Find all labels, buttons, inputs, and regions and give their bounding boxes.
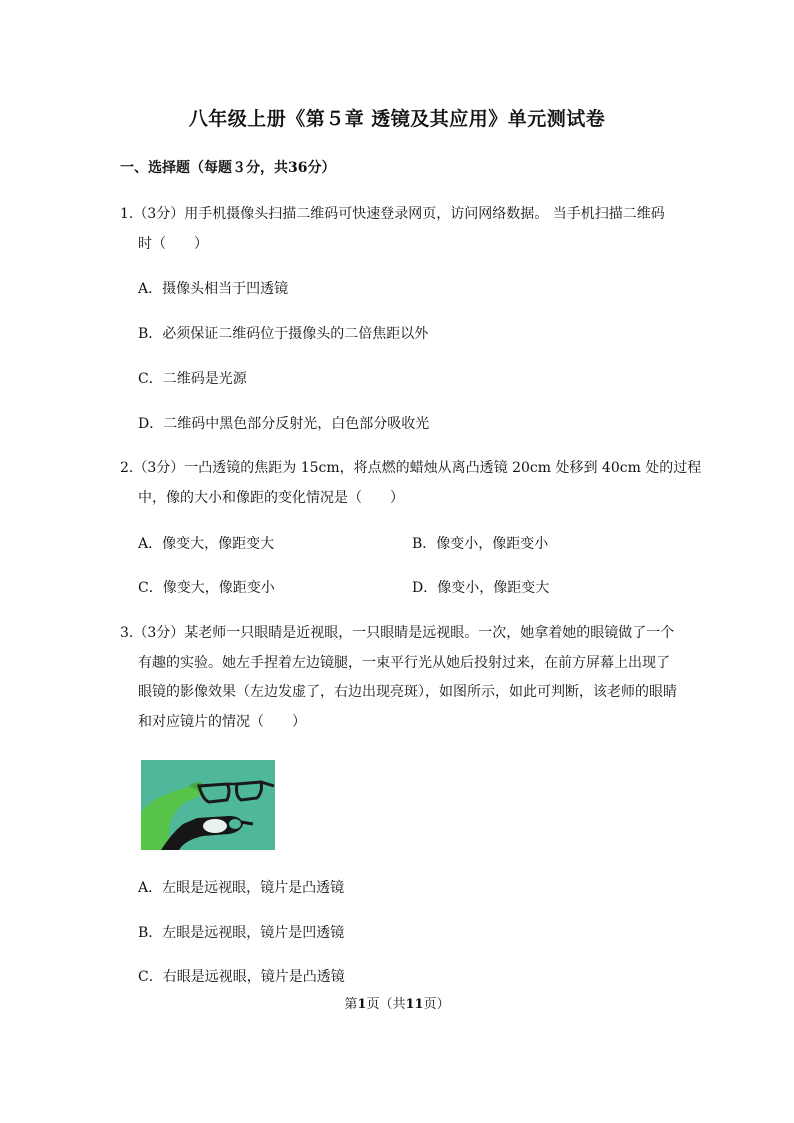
question-3-option-b: B．左眼是远视眼，镜片是凹透镜 <box>138 925 345 941</box>
footer-prefix: 第 <box>344 997 358 1012</box>
question-1-option-c: C．二维码是光源 <box>138 371 247 387</box>
page-footer <box>0 993 794 1012</box>
footer-middle: 页（共 <box>366 997 406 1012</box>
question-2-stem-line-1: 2.（3分）一凸透镜的焦距为 15cm，将点燃的蜡烛从离凸透镜 20cm 处移到 40cm 处的过程 <box>120 460 702 476</box>
question-1-stem-line-1: 1.（3分）用手机摄像头扫描二维码可快速登录网页，访问网络数据。 当手机扫描二维码 <box>120 206 665 222</box>
question-2-option-d: D．像变小，像距变大 <box>412 580 550 596</box>
page-title: 八年级上册《第５章 透镜及其应用》单元测试卷 <box>188 108 606 130</box>
question-1-stem-line-2: 时（ ） <box>138 236 208 252</box>
question-3-stem-line-2: 有趣的实验。她左手捏着左边镜腿，一束平行光从她后投射过来，在前方屏幕上出现了 <box>138 655 670 671</box>
section-heading: 一、选择题（每题３分，共36分） <box>120 160 336 176</box>
glasses-experiment-photo <box>141 760 275 850</box>
question-3-stem-line-3: 眼镜的影像效果（左边发虚了，右边出现亮斑），如图所示，如此可判断，该老师的眼睛 <box>138 684 677 700</box>
footer-suffix: 页） <box>423 997 450 1012</box>
question-1-option-d: D．二维码中黑色部分反射光，白色部分吸收光 <box>138 416 430 432</box>
question-1-option-a: A．摄像头相当于凹透镜 <box>138 281 289 297</box>
question-2-option-c: C．像变大，像距变小 <box>138 580 275 596</box>
question-3-option-a: A．左眼是远视眼，镜片是凸透镜 <box>138 880 345 896</box>
question-2-option-b: B．像变小，像距变小 <box>412 536 549 552</box>
question-3-stem-line-1: 3.（3分）某老师一只眼睛是近视眼，一只眼睛是远视眼。一次，她拿着她的眼镜做了一个 <box>120 625 675 641</box>
question-3-option-c: C．右眼是远视眼，镜片是凸透镜 <box>138 969 345 985</box>
question-1-option-b: B．必须保证二维码位于摄像头的二倍焦距以外 <box>138 326 429 342</box>
footer-page-number: 1 <box>357 997 367 1012</box>
question-2-stem-line-2: 中，像的大小和像距的变化情况是（ ） <box>138 490 404 506</box>
question-3-stem-line-4: 和对应镜片的情况（ ） <box>138 714 306 730</box>
footer-total-pages: 11 <box>405 997 424 1012</box>
question-2-option-a: A．像变大，像距变大 <box>138 536 275 552</box>
